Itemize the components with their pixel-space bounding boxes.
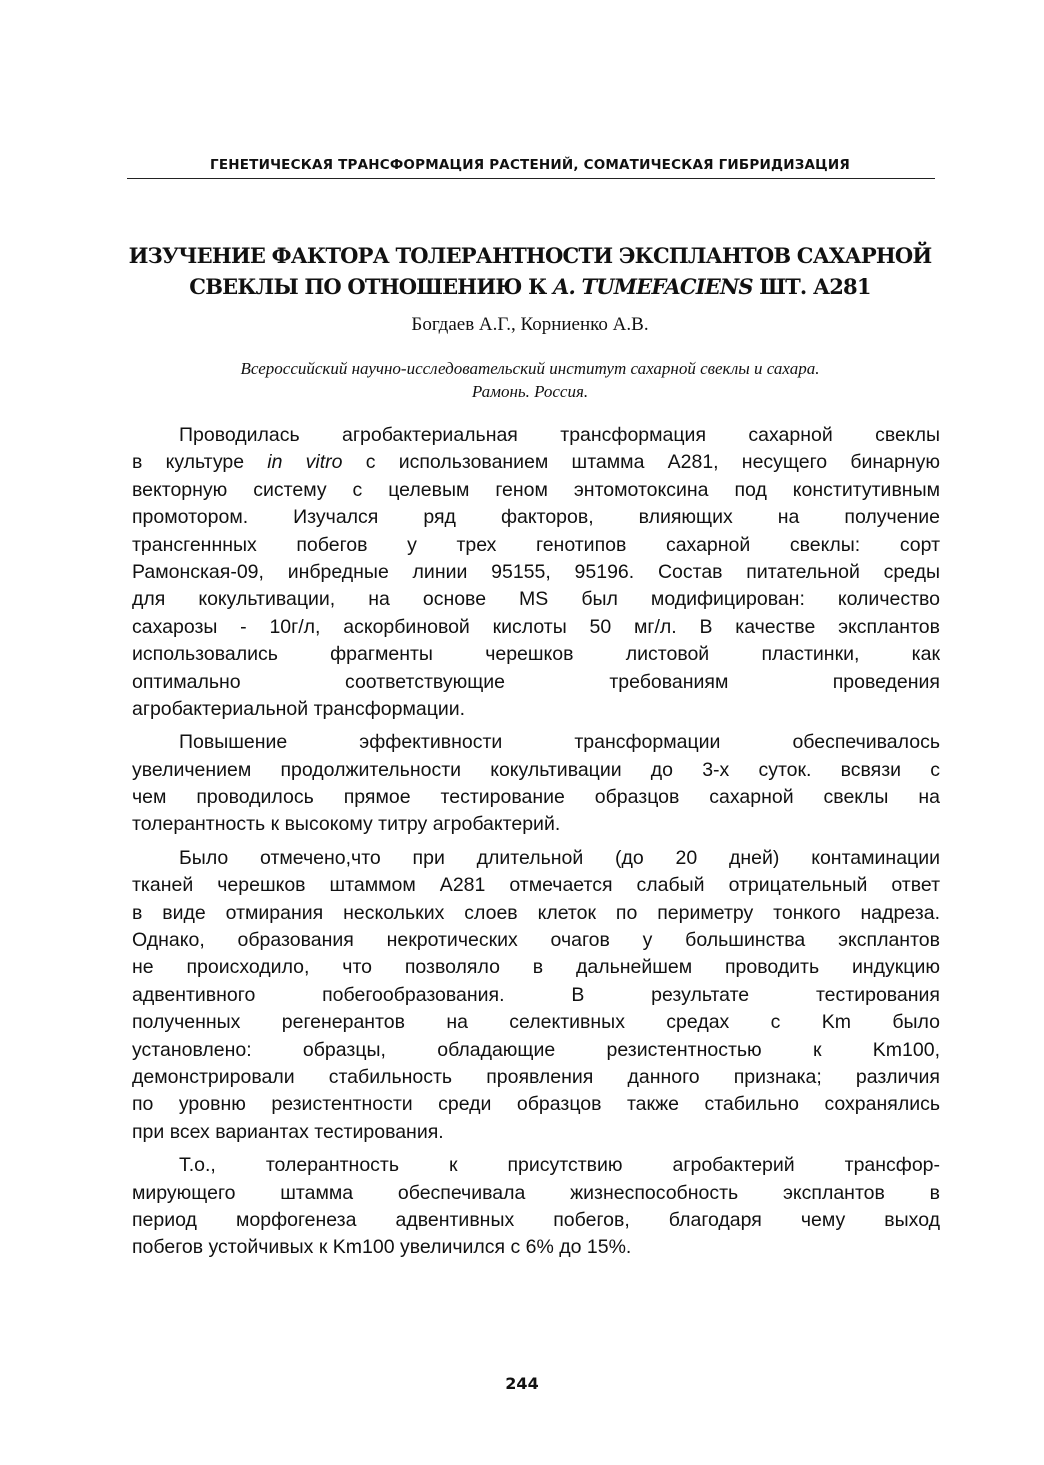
affiliation-line-1: Всероссийский научно-исследовательский институт сахарной свеклы и сахара. [240, 359, 820, 378]
page-number: 244 [505, 1374, 539, 1393]
text-line [132, 449, 940, 476]
paragraph-4 [132, 1152, 940, 1262]
text-line: использовались фрагменты черешков листовой пластинки, как [132, 643, 940, 666]
title-line-2-pre: СВЕКЛЫ ПО ОТНОШЕНИЮ К [189, 274, 553, 299]
text-line: трансгеннных побегов у трех генотипов сахарной свеклы: сорт [132, 533, 940, 556]
text-line: для кокультивации, на основе MS был модифицирован: количество [132, 588, 940, 611]
text-line: Проводилась агробактериальная трансформация сахарной свеклы [179, 424, 940, 446]
text-line: побегов устойчивых к Km100 увеличился с 6% до 15%. [132, 1236, 632, 1259]
in-vitro-term: in vitro [267, 451, 343, 474]
text-line-pre: в культуре [132, 451, 268, 474]
title-line-2-post: ШТ. А281 [752, 274, 871, 299]
text-line-post: с использованием штамма А281, несущего бинарную [342, 451, 940, 474]
text-line: Было отмечено,что при длительной (до 20 дней) контаминации [179, 846, 940, 869]
title-line-1: ИЗУЧЕНИЕ ФАКТОРА ТОЛЕРАНТНОСТИ ЭКСПЛАНТОВ САХАРНОЙ [128, 243, 932, 268]
article-title [110, 240, 950, 302]
text-line: Рамонская-09, инбредные линии 95155, 95196. Состав питательной среды [132, 560, 940, 583]
text-line: по уровню резистентности среди образцов также стабильно сохранялись [132, 1093, 940, 1116]
affiliation-line-2: Рамонь. Россия. [471, 382, 589, 401]
text-line: мирующего штамма обеспечивала жизнеспособность эксплантов в [132, 1181, 940, 1204]
title-line-2 [110, 271, 950, 302]
text-line: толерантность к высокому титру агробактерий. [132, 813, 561, 836]
text-line: Повышение эффективности трансформации обеспечивалось [179, 731, 940, 754]
paragraph-2 [132, 729, 940, 839]
text-line: демонстрировали стабильность проявления данного признака; различия [132, 1065, 940, 1088]
text-line: векторную систему с целевым геном энтомотоксина под конститутивным [132, 478, 940, 501]
text-line: чем проводилось прямое тестирование образцов сахарной свеклы на [132, 786, 940, 809]
affiliation [127, 357, 933, 403]
text-line: установлено: образцы, обладающие резистентностью к Km100, [132, 1038, 940, 1061]
text-line: агробактериальной трансформации. [132, 697, 466, 720]
text-line: увеличением продолжительности кокультивации до 3-х суток. всвязи с [132, 758, 940, 781]
text-line: сахарозы - 10г/л, аскорбиновой кислоты 50 мг/л. В качестве эксплантов [132, 615, 940, 638]
text-line: период морфогенеза адвентивных побегов, благодаря чему выход [132, 1208, 940, 1231]
title-species: A. TUMEFACIENS [552, 274, 753, 299]
text-line: Т.о., толерантность к присутствию агробактерий трансфор- [179, 1154, 940, 1177]
text-line: полученных регенерантов на селективных средах с Km было [132, 1011, 940, 1034]
text-line: оптимально соответствующие требованиям проведения [132, 670, 940, 693]
text-line: промотором. Изучался ряд факторов, влияющих на получение [132, 506, 940, 529]
text-line: при всех вариантах тестирования. [132, 1120, 444, 1143]
text-line: Однако, образования некротических очагов у большинства эксплантов [132, 929, 940, 952]
header-rule [127, 178, 935, 179]
article-body [132, 422, 940, 1268]
paragraph-1 [132, 422, 940, 723]
paragraph-3 [132, 845, 940, 1146]
text-line: адвентивного побегообразования. В результате тестирования [132, 983, 940, 1006]
text-line: тканей черешков штаммом А281 отмечается слабый отрицательный ответ [132, 874, 940, 897]
authors: Богдаев А.Г., Корниенко А.В. [411, 314, 649, 335]
text-line: в виде отмирания нескольких слоев клеток по периметру тонкого надреза. [132, 901, 940, 924]
running-head: ГЕНЕТИЧЕСКАЯ ТРАНСФОРМАЦИЯ РАСТЕНИЙ, СОМАТИЧЕСКАЯ ГИБРИДИЗАЦИЯ [210, 157, 850, 173]
text-line: не происходило, что позволяло в дальнейшем проводить индукцию [132, 956, 940, 979]
